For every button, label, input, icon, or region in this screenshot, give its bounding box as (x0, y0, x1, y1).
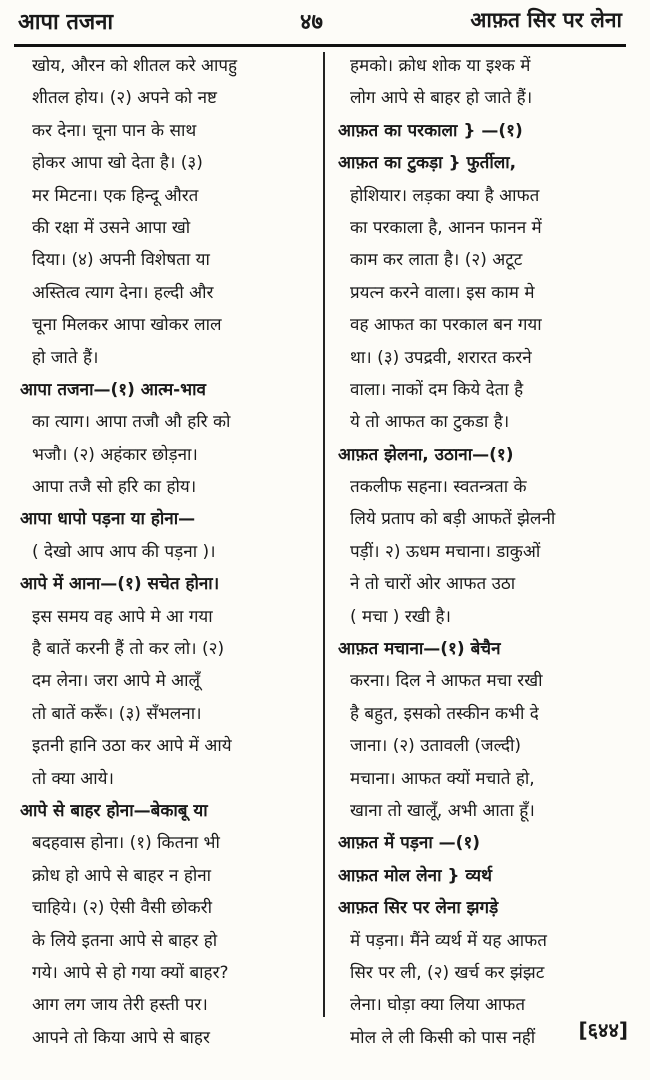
entry-headword-line: आफ़त मचाना—(१) बेचैन (338, 639, 501, 660)
entry-text-line: तो क्या आये। (32, 768, 114, 789)
header-right-title: आफ़त सिर पर लेना (470, 8, 622, 32)
entry-text-line: होशियार। लड़का क्या है आफत (350, 185, 540, 206)
entry-text-line: का त्याग। आपा तजौ औ हरि को (32, 412, 231, 433)
entry-text-line: बदहवास होना। (१) कितना भी (32, 833, 220, 854)
entry-headword-line: आफ़त सिर पर लेना झगड़े (338, 898, 499, 919)
column-divider (323, 52, 325, 1017)
header-page-number: ४७ (300, 10, 323, 35)
entry-text-line: आपने तो किया आपे से बाहर (32, 1027, 210, 1048)
entry-text-line: चाहिये। (२) ऐसी वैसी छोकरी (32, 898, 213, 919)
entry-headword-line: आफ़त झेलना, उठाना—(१) (338, 444, 514, 465)
entry-headword-line: आपे में आना—(१) सचेत होना। (20, 574, 220, 595)
entry-headword-line: आपा धापो पड़ना या होना— (20, 509, 196, 530)
entry-text-line: चूना मिलकर आपा खोकर लाल (32, 315, 222, 336)
entry-text-line: पड़ीं। २) ऊधम मचाना। डाकुओं (350, 541, 541, 562)
entry-text-line: आपा तजै सो हरि का होय। (32, 477, 197, 498)
entry-text-line: तो बातें करूँ। (३) सँभलना। (32, 703, 202, 724)
header-rule (14, 44, 626, 47)
left-column (20, 50, 316, 1054)
entry-text-line: था। (३) उपद्रवी, शरारत करने (350, 347, 532, 368)
entry-text-line: है बातें करनी हैं तो कर लो। (२) (32, 639, 225, 660)
entry-text-line: में पड़ना। मैंने व्यर्थ में यह आफत (350, 930, 547, 951)
entry-headword-line: आपे से बाहर होना—बेकाबू या (20, 800, 208, 821)
entry-text-line: अस्तित्व त्याग देना। हल्दी और (32, 282, 214, 303)
entry-text-line: कर देना। चूना पान के साथ (32, 120, 197, 141)
entry-text-line: प्रयत्न करने वाला। इस काम मे (350, 282, 535, 303)
footer-page-ref: [६४४] (578, 1018, 628, 1042)
page-header (0, 0, 650, 46)
entry-headword-line: आफ़त का परकाला } —(१) (338, 120, 523, 141)
entry-text-line: मचाना। आफत क्यों मचाते हो, (350, 768, 535, 789)
entry-text-line: खाना तो खालूँ, अभी आता हूँ। (350, 800, 535, 821)
entry-text-line: लेना। घोड़ा क्या लिया आफत (350, 995, 526, 1016)
entry-text-line: लोग आपे से बाहर हो जाते हैं। (350, 88, 533, 109)
entry-text-line: शीतल होय। (२) अपने को नष्ट (32, 88, 217, 109)
entry-text-line: दिया। (४) अपनी विशेषता या (32, 250, 210, 271)
entry-text-line: ( देखो आप आप की पड़ना )। (32, 541, 216, 562)
entry-text-line: वाला। नाकों दम किये देता है (350, 379, 524, 400)
entry-text-line: दम लेना। जरा आपे मे आलूँ (32, 671, 201, 692)
entry-text-line: हमको। क्रोध शोक या इश्क में (350, 56, 531, 76)
entry-text-line: भजौ। (२) अहंकार छोड़ना। (32, 444, 198, 465)
entry-text-line: क्रोध हो आपे से बाहर न होना (32, 865, 212, 886)
header-left-title: आपा तजना (18, 10, 114, 35)
entry-text-line: ये तो आफत का टुकडा है। (350, 412, 510, 433)
entry-text-line: तकलीफ सहना। स्वतन्त्रता के (350, 477, 527, 498)
entry-headword-line: आपा तजना—(१) आत्म-भाव (20, 379, 206, 400)
entry-text-line: हो जाते हैं। (32, 347, 99, 368)
entry-headword-line: आफ़त में पड़ना —(१) (338, 833, 481, 854)
entry-text-line: के लिये इतना आपे से बाहर हो (32, 930, 218, 951)
entry-text-line: इतनी हानि उठा कर आपे में आये (32, 736, 232, 757)
entry-text-line: जाना। (२) उतावली (जल्दी) (350, 736, 522, 757)
entry-text-line: मर मिटना। एक हिन्दू औरत (32, 185, 199, 206)
entry-text-line: है बहुत, इसको तस्कीन कभी दे (350, 703, 539, 724)
entry-headword-line: आफ़त मोल लेना } व्यर्थ (338, 865, 492, 886)
entry-text-line: खोय, औरन को शीतल करे आपहु (32, 56, 238, 76)
entry-text-line: इस समय वह आपे मे आ गया (32, 606, 213, 627)
entry-text-line: काम कर लाता है। (२) अटूट (350, 250, 523, 271)
entry-text-line: लिये प्रताप को बड़ी आफतें झेलनी (350, 509, 556, 530)
entry-text-line: गये। आपे से हो गया क्यों बाहर? (32, 962, 229, 983)
entry-text-line: वह आफत का परकाल बन गया (350, 315, 542, 336)
entry-text-line: सिर पर ली, (२) खर्च कर झंझट (350, 962, 545, 983)
entry-text-line: करना। दिल ने आफत मचा रखी (350, 671, 543, 692)
entry-text-line: ने तो चारों ओर आफत उठा (350, 574, 516, 595)
entry-text-line: की रक्षा में उसने आपा खो (32, 217, 191, 238)
right-column (338, 50, 630, 1054)
entry-text-line: ( मचा ) रखी है। (350, 606, 451, 627)
entry-headword-line: आफ़त का टुकड़ा } फुर्तीला, (338, 153, 517, 174)
entry-text-line: का परकाला है, आनन फानन में (350, 217, 542, 238)
entry-text-line: आग लग जाय तेरी हस्ती पर। (32, 995, 208, 1016)
entry-text-line: मोल ले ली किसी को पास नहीं (350, 1027, 536, 1048)
entry-text-line: होकर आपा खो देता है। (३) (32, 153, 203, 174)
